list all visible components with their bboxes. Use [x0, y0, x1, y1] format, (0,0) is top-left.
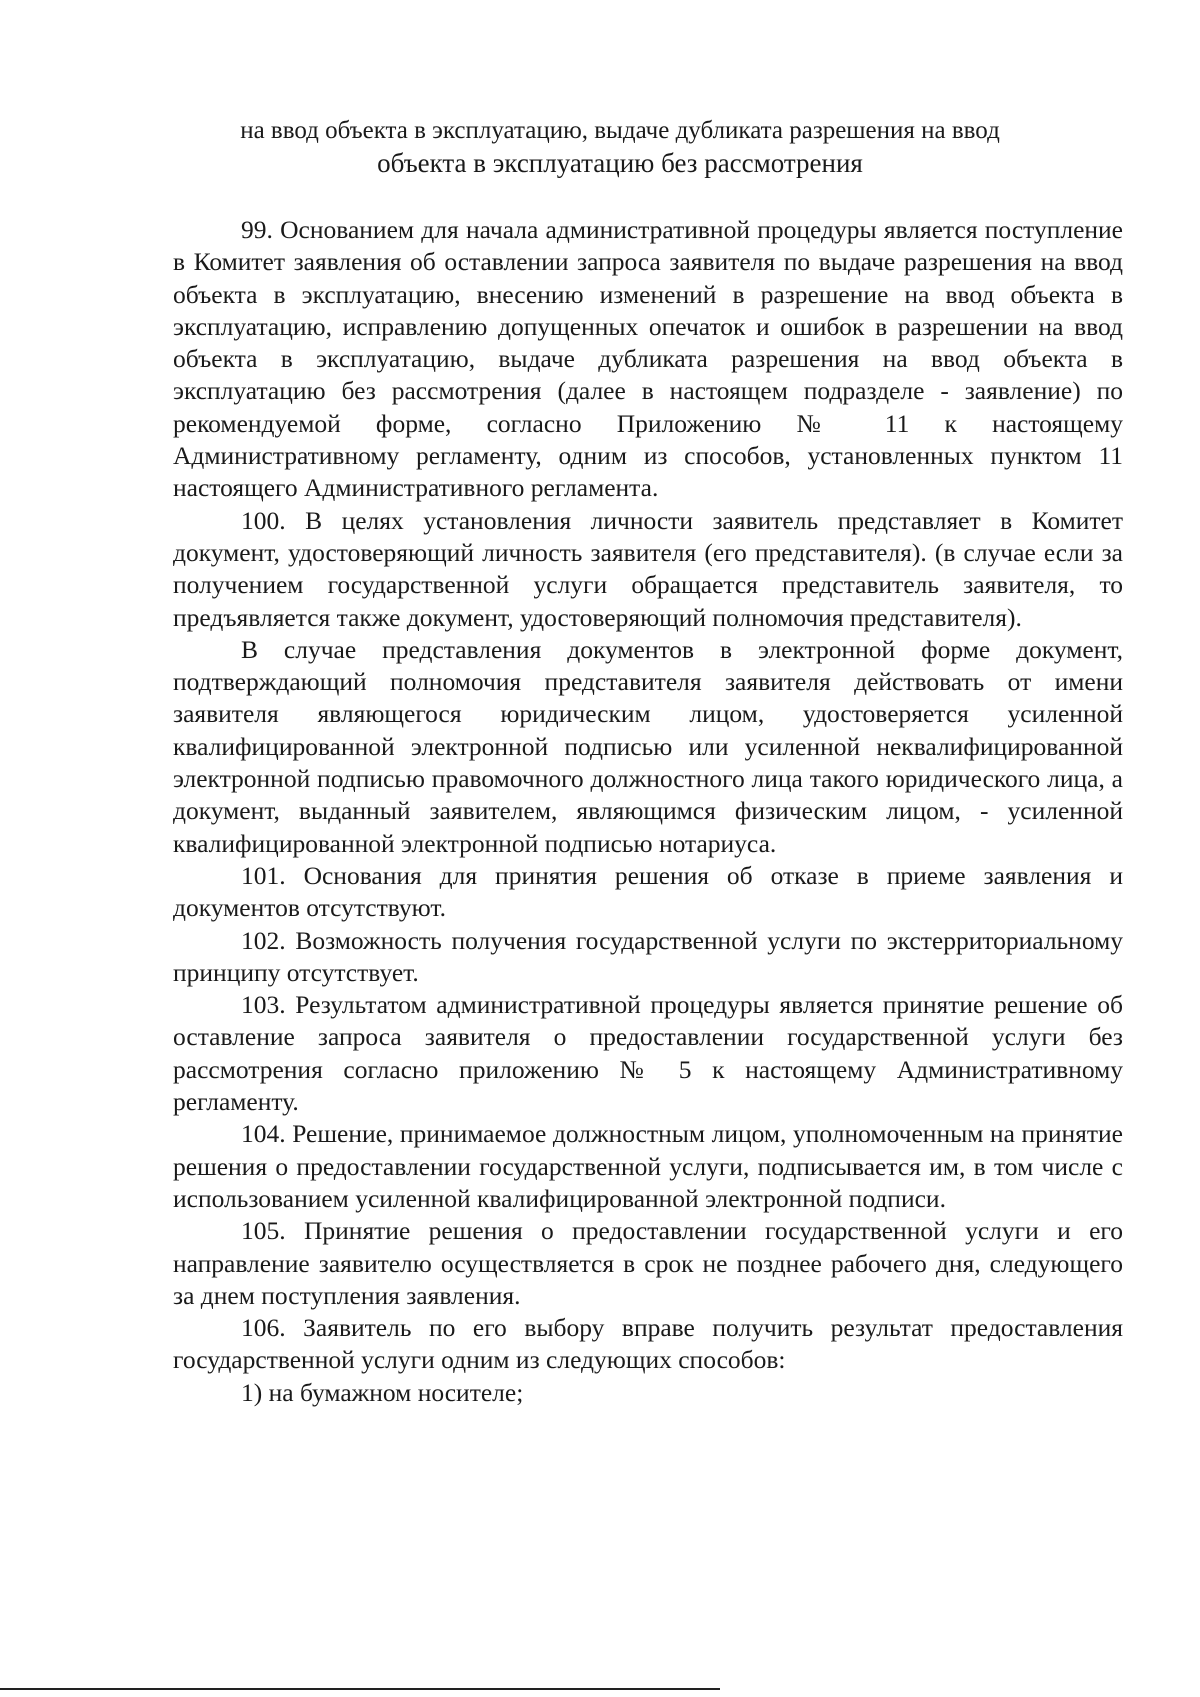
section-heading [150, 115, 1090, 179]
document-body [173, 214, 1123, 1409]
paragraph-105: 105. Принятие решения о предоставлении государственной услуги и его направление заявителю осуществляется в срок не позднее рабочего дня, следующего за днем поступления заявления. [173, 1216, 1123, 1310]
list-item-paper: 1) на бумажном носителе; [241, 1377, 524, 1407]
paragraph-102: 102. Возможность получения государственной услуги по экстерриториальному принципу отсутствует. [173, 925, 1123, 987]
section-heading-line-1: на ввод объекта в эксплуатацию, выдаче дубликата разрешения на ввод [240, 117, 1000, 144]
paragraph-106: 106. Заявитель по его выбору вправе получить результат предоставления государственной услуги одним из следующих способов: [173, 1313, 1123, 1375]
paragraph-99: 99. Основанием для начала административной процедуры является поступление в Комитет заявления об оставлении запроса заявителя по выдаче разрешения на ввод объекта в эксплуатацию, внесению изменений в разрешение на ввод объекта в эксплуатацию, исправлению допущенных опечаток и ошибок в разрешении на ввод объекта в эксплуатацию, выдаче дубликата разрешения на ввод объекта в эксплуатацию без рассмотрения (далее в настоящем подразделе - заявление) по рекомендуемой форме, согласно Приложению № 11 к настоящему Административному регламенту, одним из способов, установленных пунктом 11 настоящего Административного регламента. [173, 215, 1123, 503]
paragraph-103: 103. Результатом административной процедуры является принятие решение об оставление запроса заявителя о предоставлении государственной услуги без рассмотрения согласно приложению № 5 к настоящему Административному регламенту. [173, 990, 1123, 1117]
paragraph-101: 101. Основания для принятия решения об отказе в приеме заявления и документов отсутствуют. [173, 860, 1123, 923]
paragraph-100-electronic-form: В случае представления документов в электронной форме документ, подтверждающий полномочия представителя заявителя действовать от имени заявителя являющегося юридическим лицом, удостоверяется усиленной квалифицированной электронной подписью или усиленной неквалифицированной электронной подписью правомочного должностного лица такого юридического лица, а документ, выданный заявителем, являющимся физическим лицом, - усиленной квалифицированной электронной подписью нотариуса. [173, 634, 1123, 858]
paragraph-100: 100. В целях установления личности заявитель представляет в Комитет документ, удостоверяющий личность заявителя (его представителя). (в случае если за получением государственной услуги обращается представитель заявителя, то предъявляется также документ, удостоверяющий полномочия представителя). [173, 505, 1123, 632]
paragraph-104: 104. Решение, принимаемое должностным лицом, уполномоченным на принятие решения о предоставлении государственной услуги, подписывается им, в том числе с использованием усиленной квалифицированной электронной подписи. [173, 1119, 1123, 1213]
section-heading-line-2: объекта в эксплуатацию без рассмотрения [377, 148, 863, 178]
scan-edge-line [0, 1688, 720, 1690]
